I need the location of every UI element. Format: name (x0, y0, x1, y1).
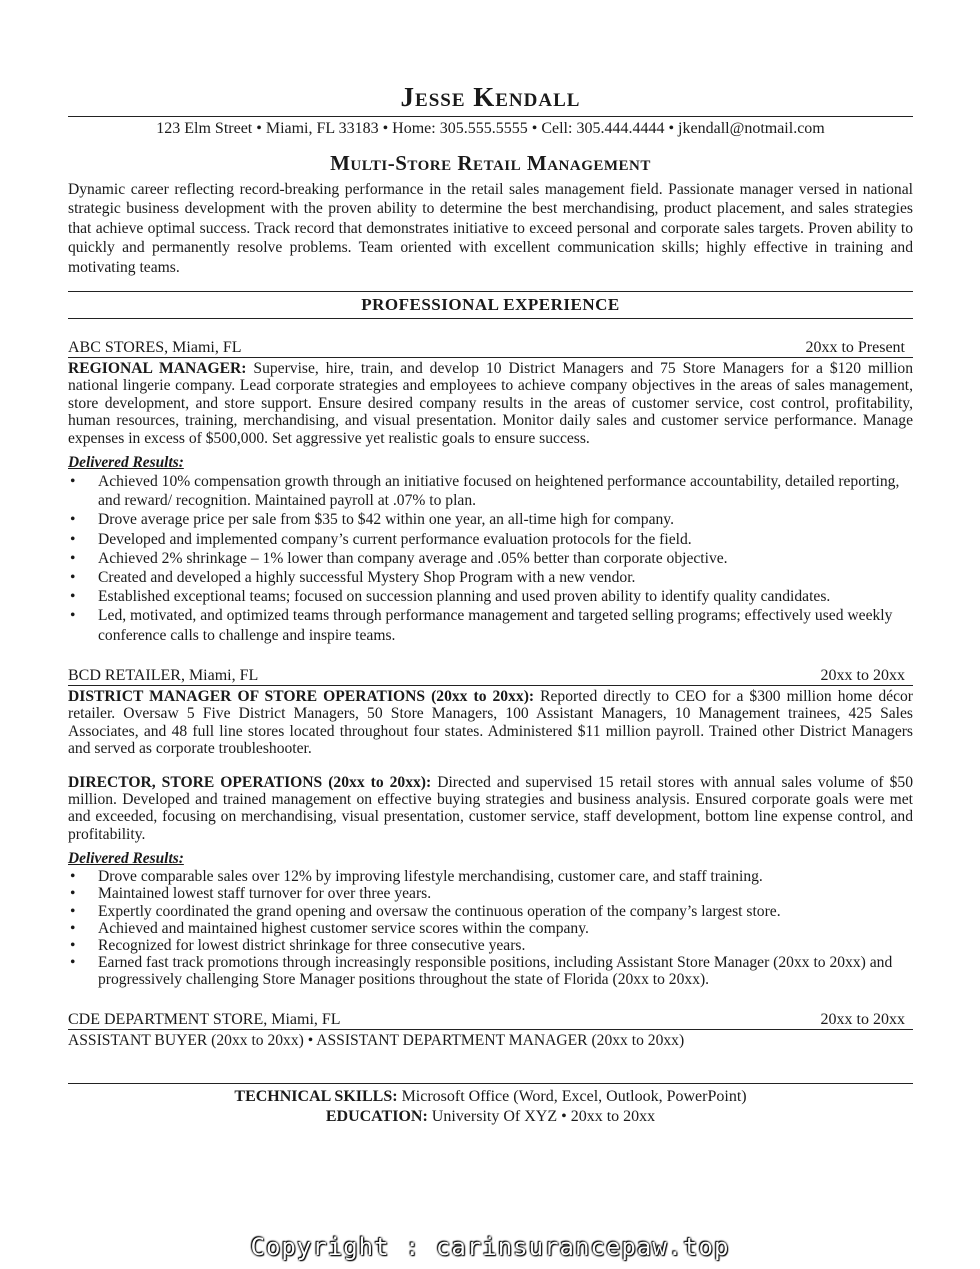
job-title: DIRECTOR, STORE OPERATIONS (20xx to 20xx): (68, 773, 432, 791)
skills-label: TECHNICAL SKILLS: (234, 1087, 398, 1105)
list-item: • Achieved 2% shrinkage – 1% lower than company average and .05% better than corporate objective. (68, 549, 913, 568)
job-company: ABC STORES, Miami, FL (68, 339, 242, 357)
summary-paragraph: Dynamic career reflecting record-breaking performance in the retail sales management field. Passionate manager versed in national strategic business development with the proven ability to determine the best merchandising, product placement, and sales strategies that achieve optimal success. Track record that demonstrates initiative to exceed personal and corporate sales targets. Proven ability to quickly and permanently resolve problems. Team oriented with excellent communication skills; highly effective in training and motivating teams. (68, 181, 913, 276)
job-header-cde (68, 1011, 913, 1030)
job-dates: 20xx to 20xx (820, 1010, 905, 1028)
skills-value: Microsoft Office (Word, Excel, Outlook, PowerPoint) (397, 1087, 747, 1105)
list-item: • Led, motivated, and optimized teams through performance management and targeted selling programs; effectively used weekly conference calls to challenge and inspire teams. (68, 606, 913, 644)
job-roles-line: ASSISTANT BUYER (20xx to 20xx) • ASSISTANT DEPARTMENT MANAGER (20xx to 20xx) (68, 1031, 685, 1049)
job-title: DISTRICT MANAGER OF STORE OPERATIONS (20xx to 20xx): (68, 687, 535, 705)
list-item: • Established exceptional teams; focused on succession planning and used proven ability to identify quality candidates. (68, 587, 913, 606)
list-item: • Maintained lowest staff turnover for over three years. (68, 885, 913, 902)
job-header-bcd (68, 667, 913, 686)
list-item: • Recognized for lowest district shrinkage for three consecutive years. (68, 937, 913, 954)
job-company: CDE DEPARTMENT STORE, Miami, FL (68, 1010, 341, 1028)
resume-headline: Multi-Store Retail Management (330, 151, 651, 175)
job-description: Directed and supervised 15 retail stores with annual sales volume of $50 million. Developed and trained management on effective buying strategies and business analysis. Ensured corporate goals were met and exceeded, focusing on merchandising, visual presentation, customer service, staff development, bottom line expense control, and profitability. (68, 773, 913, 843)
list-item: • Achieved and maintained highest customer service scores within the company. (68, 920, 913, 937)
list-item: • Drove average price per sale from $35 to $42 within one year, an all-time high for company. (68, 510, 913, 529)
education-line (68, 1107, 913, 1127)
job-description: Supervise, hire, train, and develop 10 District Managers and 75 Store Managers for a $120 million national lingerie company. Lead corporate strategies and employees to achieve company objectives in the areas of sales management, store development, and store support. Ensure desired company results in the areas of customer service, cost control, profitability, human resources, training, merchandising, and visual presentation. Monitor daily sales and customer service performance. Manage expenses in excess of $500,000. Set aggressive yet realistic goals to ensure success. (68, 360, 913, 447)
contact-line: 123 Elm Street • Miami, FL 33183 • Home: 305.555.5555 • Cell: 305.444.4444 • jkendall@notmail.com (68, 116, 913, 139)
job-role-description (68, 774, 913, 844)
education-value: University Of XYZ • 20xx to 20xx (427, 1107, 656, 1125)
footer-divider (68, 1083, 913, 1084)
job-title: REGIONAL MANAGER: (68, 360, 247, 378)
delivered-results-label: Delivered Results: (68, 850, 184, 868)
job-dates: 20xx to 20xx (820, 666, 905, 684)
list-item: • Expertly coordinated the grand opening and oversaw the continuous operation of the company’s largest store. (68, 903, 913, 920)
copyright-watermark: Copyright : carinsurancepaw.top (250, 1233, 730, 1261)
results-list-bcd (68, 868, 913, 988)
delivered-results-label: Delivered Results: (68, 454, 184, 472)
resume-page (68, 80, 913, 1127)
list-item: • Earned fast track promotions through increasingly responsible positions, including Assistant Store Manager (20xx to 20xx) and progressively challenging Store Manager positions throughout the state of Florida (20xx to 20xx). (68, 954, 913, 988)
list-item: • Developed and implemented company’s current performance evaluation protocols for the field. (68, 530, 913, 549)
candidate-name: Jesse Kendall (400, 82, 581, 112)
job-header-abc (68, 339, 913, 358)
job-role-description (68, 360, 913, 447)
list-item: • Achieved 10% compensation growth through an initiative focused on heightened performance accountability, detailed reporting, and reward/ recognition. Maintained payroll at .07% to plan. (68, 472, 913, 510)
experience-heading: PROFESSIONAL EXPERIENCE (68, 291, 913, 319)
education-label: EDUCATION: (325, 1107, 428, 1125)
job-company: BCD RETAILER, Miami, FL (68, 666, 259, 684)
technical-skills-line (68, 1087, 913, 1107)
results-list-abc (68, 472, 913, 645)
job-description: Reported directly to CEO for a $300 million home décor retailer. Oversaw 5 Five District Managers, 50 Store Managers, 100 Assistant Managers, 10 Management trainees, 425 Sales Associates, and 48 full line stores located throughout four states. Administered $11 million payroll. Trained other District Managers and served as corporate troubleshooter. (68, 687, 913, 758)
job-dates: 20xx to Present (805, 339, 905, 357)
job-role-description (68, 688, 913, 758)
list-item: • Created and developed a highly successful Mystery Shop Program with a new vendor. (68, 568, 913, 587)
list-item: • Drove comparable sales over 12% by improving lifestyle merchandising, customer care, and staff training. (68, 868, 913, 885)
